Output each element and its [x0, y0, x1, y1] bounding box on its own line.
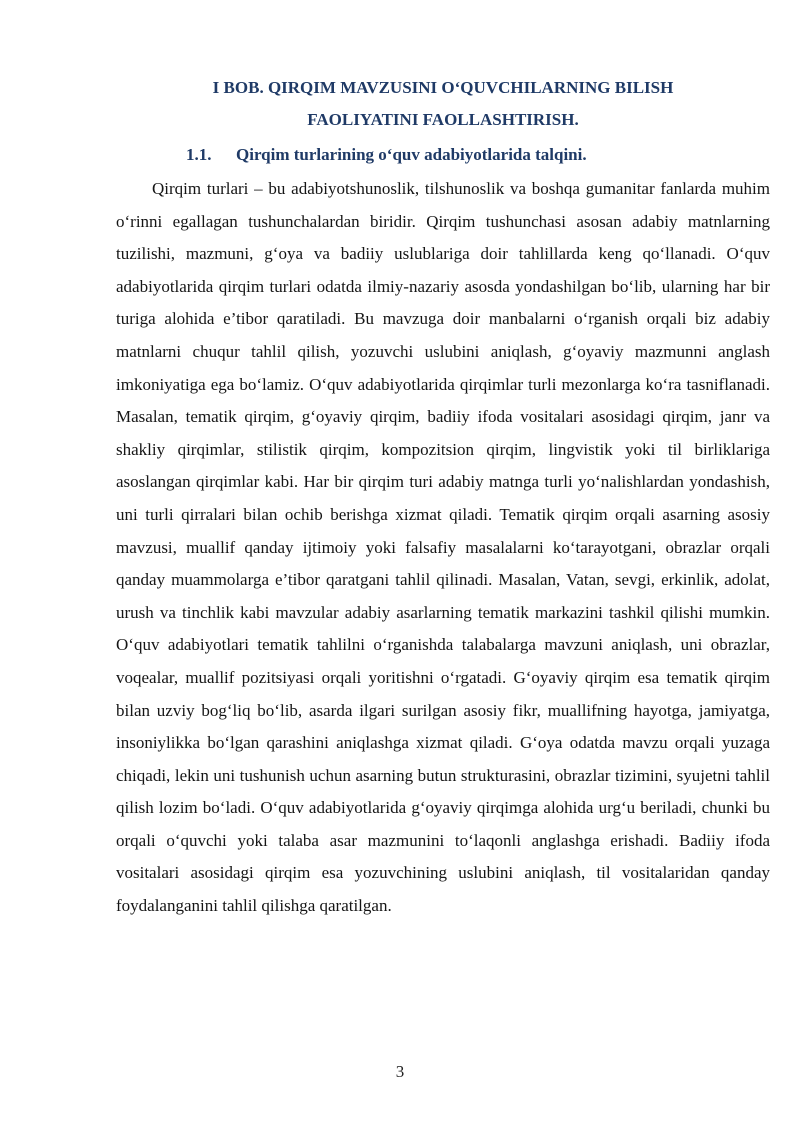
chapter-title-line-1: I BOB. QIRQIM MAVZUSINI O‘QUVCHILARNING BILISH — [212, 78, 674, 97]
chapter-title-line-2: FAOLIYATINI FAOLLASHTIRISH. — [307, 110, 579, 129]
section-title: Qirqim turlarining o‘quv adabiyotlarida talqini. — [236, 145, 587, 164]
page-number: 3 — [395, 1062, 405, 1081]
body-paragraph: Qirqim turlari – bu adabiyotshunoslik, tilshunoslik va boshqa gumanitar fanlarda muhim o‘rinni egallagan tushunchalardan biridir. Qirqim tushunchasi asosan adabiy matnlarning tuzilishi, mazmuni, g‘oya va badiiy uslublariga doir tahlillarda keng qo‘llanadi. O‘quv adabiyotlarida qirqim turlari odatda ilmiy-nazariy asosda yondashilgan bo‘lib, ularning har bir turiga alohida e’tibor qaratiladi. Bu mavzuga doir manbalarni o‘rganish orqali biz adabiy matnlarni chuqur tahlil qilish, yozuvchi uslubini aniqlash, g‘oyaviy mazmunni anglash imkoniyatiga ega bo‘lamiz. O‘quv adabiyotlarida qirqimlar turli mezonlarga ko‘ra tasniflanadi. Masalan, tematik qirqim, g‘oyaviy qirqim, badiiy ifoda vositalari asosidagi qirqim, janr va shakliy qirqimlar, stilistik qirqim, kompozitsion qirqim, lingvistik yoki til birliklariga asoslangan qirqimlar kabi. Har bir qirqim turi adabiy matnga turli yo‘nalishlardan yondashish, uni turli qirralari bilan ochib berishga xizmat qiladi. Tematik qirqim orqali asarning asosiy mavzusi, muallif qanday ijtimoiy yoki falsafiy masalalarni ko‘tarayotgani, obrazlar orqali qanday muammolarga e’tibor qaratgani tahlil qilinadi. Masalan, Vatan, sevgi, erkinlik, adolat, urush va tinchlik kabi mavzular adabiy asarlarning tematik markazini tashkil qilishi mumkin. O‘quv adabiyotlari tematik tahlilni o‘rganishda talabalarga mavzuni aniqlash, uni obrazlar, voqealar, muallif pozitsiyasi orqali yoritishni o‘rgatadi. G‘oyaviy qirqim esa tematik qirqim bilan uzviy bog‘liq bo‘lib, asarda ilgari surilgan asosiy fikr, muallifning hayotga, jamiyatga, insoniylikka bo‘lgan qarashini aniqlashga xizmat qiladi. G‘oya odatda mavzu orqali yuzaga chiqadi, lekin uni tushunish uchun asarning butun strukturasini, obrazlar tizimini, syujetni tahlil qilish lozim bo‘ladi. O‘quv adabiyotlarida g‘oyaviy qirqimga alohida urg‘u beriladi, chunki bu orqali o‘quvchi yoki talaba asar mazmunini to‘laqonli anglashga erishadi. Badiiy ifoda vositalari asosidagi qirqim esa yozuvchining uslubini aniqlash, til vositalaridan qanday foydalanganini tahlil qilishga qaratilgan. — [116, 179, 770, 916]
section-heading — [186, 141, 587, 169]
section-number: 1.1. — [186, 145, 212, 164]
